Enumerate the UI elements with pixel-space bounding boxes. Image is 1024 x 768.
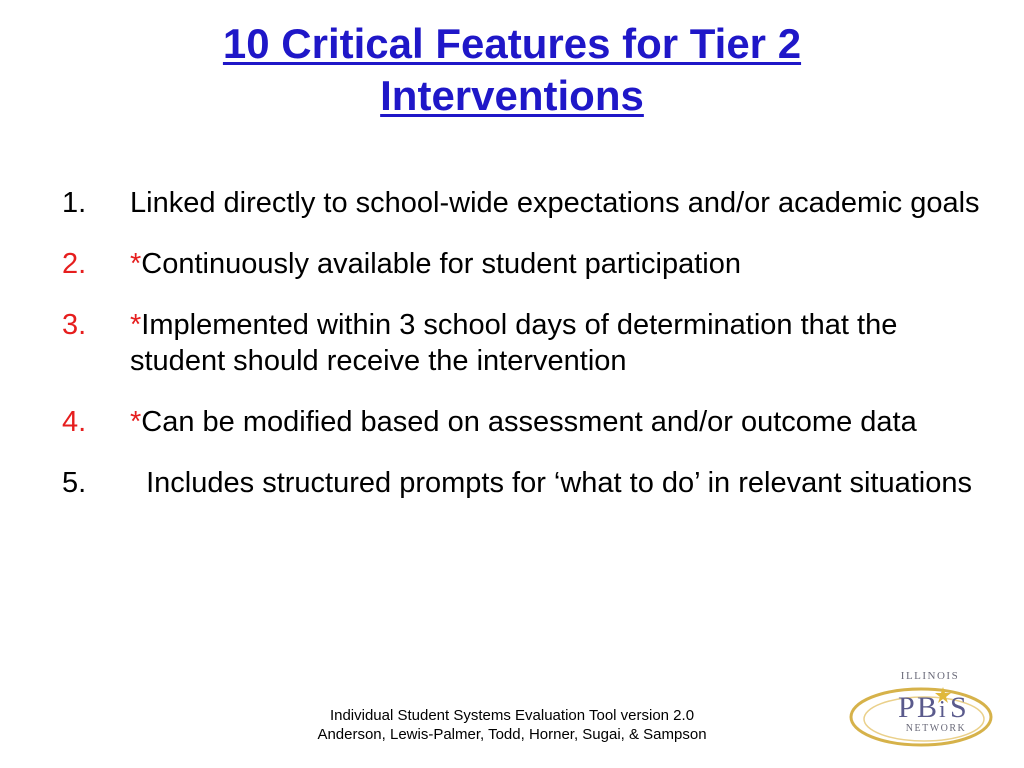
item-number: 3.	[62, 309, 87, 341]
asterisk: *	[130, 248, 142, 280]
item-text	[130, 404, 992, 440]
item-body: Continuously available for student participation	[141, 248, 741, 280]
list-item	[62, 307, 992, 379]
item-text	[130, 307, 992, 379]
list-item	[62, 465, 992, 501]
item-body: Includes structured prompts for ‘what to do’ in relevant situations	[130, 467, 972, 499]
list-item	[62, 185, 992, 221]
footer-line-1: Individual Student Systems Evaluation Tool version 2.0	[329, 707, 695, 724]
footer-citation	[250, 706, 774, 744]
item-body: Can be modified based on assessment and/or outcome data	[141, 406, 917, 438]
logo-letter-p: P	[898, 691, 915, 724]
footer-line-2: Anderson, Lewis-Palmer, Todd, Horner, Sugai, & Sampson	[317, 726, 707, 743]
item-text	[130, 246, 992, 282]
asterisk: *	[130, 406, 142, 438]
logo-letter-b: B	[917, 691, 938, 724]
logo-bottom-text: NETWORK	[905, 723, 967, 734]
asterisk: *	[130, 309, 142, 341]
list-item	[62, 404, 992, 440]
item-number: 2.	[62, 248, 87, 280]
title-line-2: Interventions	[380, 72, 644, 119]
logo-letter-i: i	[939, 697, 946, 723]
logo-top-text: ILLINOIS	[900, 670, 960, 682]
slide-title	[0, 18, 1024, 122]
item-body: Linked directly to school-wide expectations and/or academic goals	[130, 187, 980, 219]
list-item	[62, 246, 992, 282]
item-number: 1.	[62, 187, 87, 219]
logo-letter-s: S	[950, 691, 967, 724]
features-list	[62, 185, 992, 526]
item-text	[130, 465, 992, 501]
item-number: 5.	[62, 467, 87, 499]
title-line-1: 10 Critical Features for Tier 2	[222, 20, 802, 67]
illinois-pbis-logo	[846, 665, 996, 755]
item-body: Implemented within 3 school days of determination that the student should receive the intervention	[130, 309, 898, 377]
item-text	[130, 185, 992, 221]
item-number: 4.	[62, 406, 87, 438]
